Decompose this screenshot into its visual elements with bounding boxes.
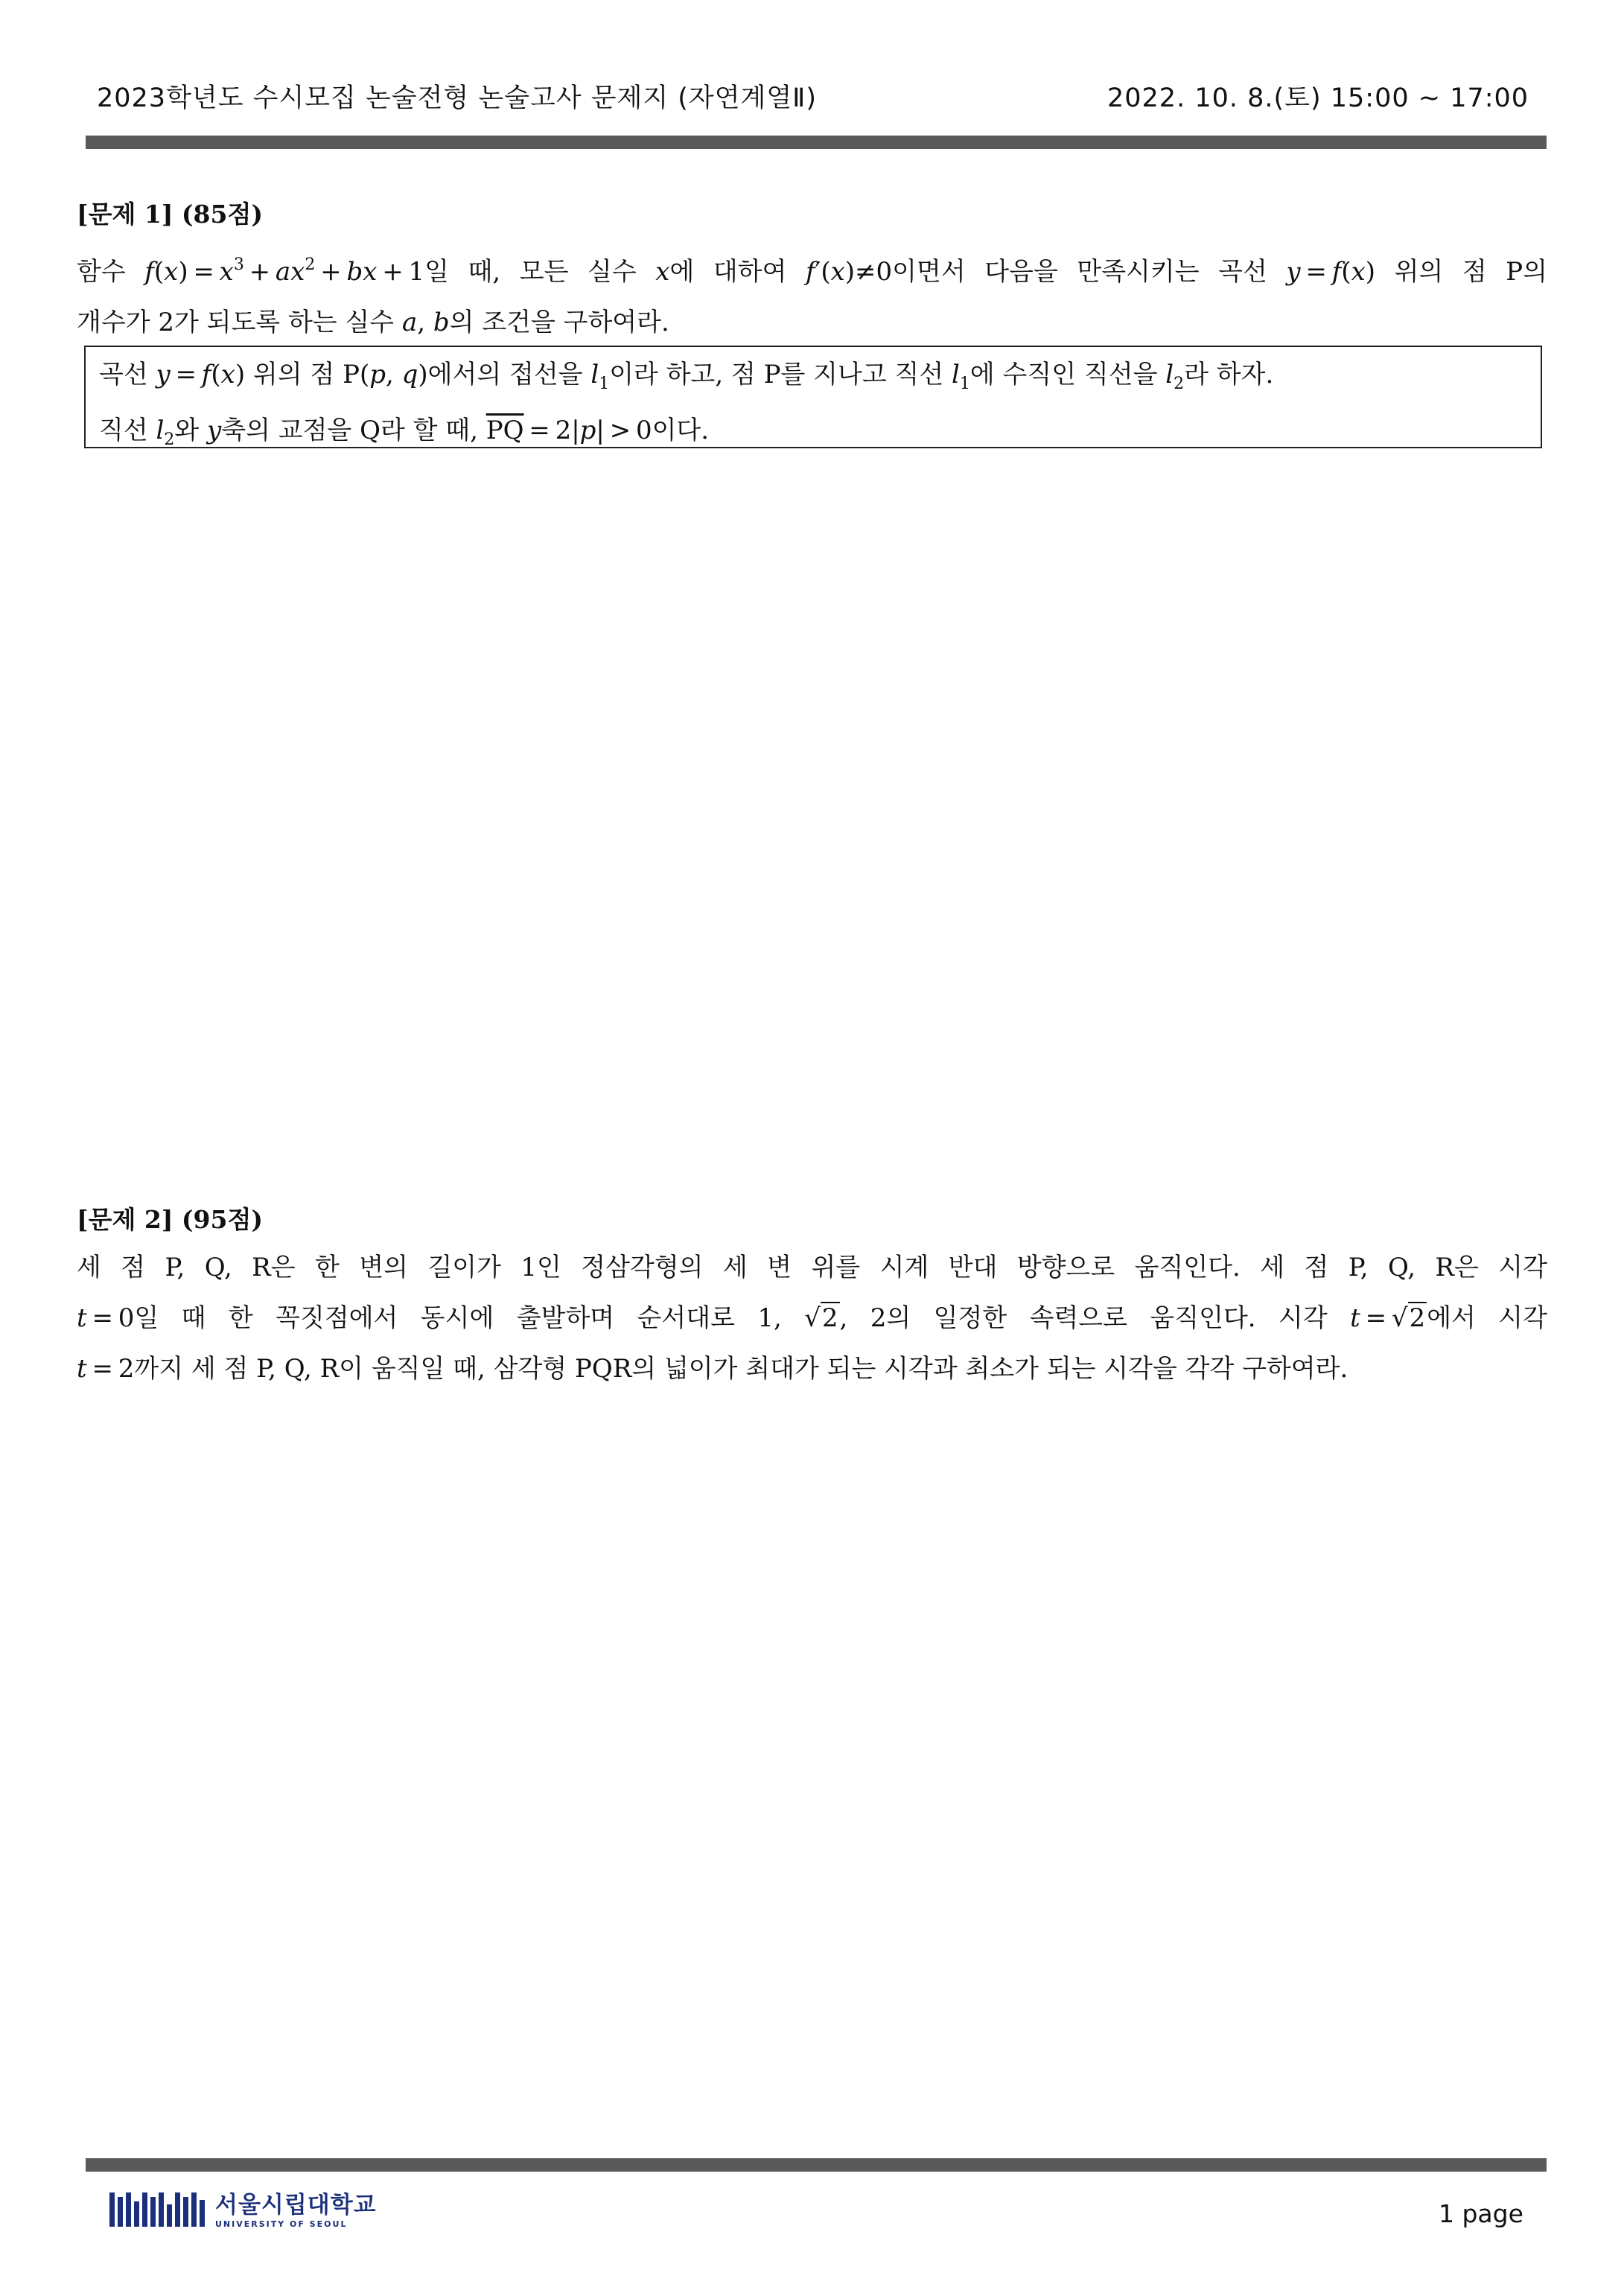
radical-sign: √ bbox=[1391, 1303, 1408, 1333]
logo-mark-icon bbox=[109, 2192, 205, 2227]
math-x: x bbox=[363, 257, 378, 287]
condition-box bbox=[84, 346, 1542, 448]
text: 라 하자. bbox=[1184, 360, 1274, 389]
math-t: t bbox=[77, 1354, 87, 1384]
text: 곡선 bbox=[99, 360, 156, 389]
problem-2-line-1: 세 점 P, Q, R은 한 변의 길이가 1인 정삼각형의 세 변 위를 시계 반대 방향으로 움직인다. 세 점 P, Q, R은 시각 bbox=[77, 1253, 1547, 1282]
text: ) 위의 점 P의 bbox=[1365, 257, 1547, 287]
radical-sign: √ bbox=[804, 1303, 821, 1333]
math-l: l bbox=[1165, 360, 1174, 389]
text: = 2까지 세 점 P, Q, R이 움직일 때, 삼각형 PQR의 넓이가 최대가 되는 시각과 최소가 되는 시각을 각각 구하여라. bbox=[86, 1354, 1348, 1384]
math-f: f bbox=[806, 257, 815, 287]
math-f: f bbox=[1331, 257, 1342, 287]
problem-1-line-2 bbox=[77, 297, 1547, 348]
math-b: b bbox=[433, 308, 450, 337]
math-x: x bbox=[219, 257, 234, 287]
condition-line-2 bbox=[99, 407, 1527, 463]
subscript: 2 bbox=[1174, 375, 1185, 393]
math-t: t bbox=[77, 1303, 87, 1333]
exam-datetime: 2022. 10. 8.(토) 15:00 ~ 17:00 bbox=[1107, 83, 1529, 113]
math-x: x bbox=[290, 257, 305, 287]
text: = bbox=[170, 360, 202, 389]
math-f: f bbox=[144, 257, 154, 287]
text: = bbox=[1300, 257, 1332, 287]
text: + 1일 때, 모든 실수 bbox=[377, 257, 656, 287]
text: | > 0이다. bbox=[596, 416, 710, 445]
footer-rule bbox=[86, 2158, 1547, 2172]
text: 의 조건을 구하여라. bbox=[449, 308, 669, 337]
text: + bbox=[315, 257, 347, 287]
text: ′( bbox=[815, 257, 831, 287]
math-f: f bbox=[201, 360, 211, 389]
text: = bbox=[1360, 1303, 1392, 1333]
math-a: a bbox=[401, 308, 418, 337]
text: 함수 bbox=[77, 257, 145, 287]
math-l: l bbox=[590, 360, 599, 389]
exponent: 2 bbox=[305, 255, 316, 274]
math-x: x bbox=[1351, 257, 1366, 287]
problem-1-line-1 bbox=[77, 240, 1547, 297]
math-x: x bbox=[830, 257, 845, 287]
radicand: 2 bbox=[821, 1303, 838, 1333]
text: 이라 하고, 점 P를 지나고 직선 bbox=[609, 360, 952, 389]
math-t: t bbox=[1350, 1303, 1360, 1333]
math-x: x bbox=[655, 257, 670, 287]
segment-pq: $\overline{PQ}$ bbox=[485, 416, 524, 445]
text: + bbox=[243, 257, 276, 287]
text: 에 수직인 직선을 bbox=[969, 360, 1166, 389]
text: , bbox=[385, 360, 402, 389]
problem-2-statement bbox=[77, 1242, 1547, 1394]
text: 개수가 2가 되도록 하는 실수 bbox=[77, 308, 402, 337]
subscript: 1 bbox=[599, 375, 610, 393]
page-number: 1 page bbox=[1439, 2199, 1523, 2228]
text: = 2| bbox=[523, 416, 580, 445]
text: , 2의 일정한 속력으로 움직인다. 시각 bbox=[839, 1303, 1351, 1333]
subscript: 1 bbox=[959, 375, 970, 393]
text: 에서 시각 bbox=[1427, 1303, 1547, 1333]
problem-2-line-2 bbox=[77, 1293, 1547, 1343]
text: ( bbox=[211, 360, 221, 389]
text: ) 위의 점 P( bbox=[235, 360, 370, 389]
text: )에서의 접선을 bbox=[418, 360, 591, 389]
math-x: x bbox=[164, 257, 179, 287]
math-y: y bbox=[207, 416, 222, 445]
text: 축의 교점을 Q라 할 때, bbox=[221, 416, 486, 445]
text: ( bbox=[153, 257, 165, 287]
sqrt-2 bbox=[1392, 1293, 1427, 1343]
math-y: y bbox=[1286, 257, 1301, 287]
text: ) = bbox=[178, 257, 220, 287]
math-b: b bbox=[346, 257, 363, 287]
math-l: l bbox=[952, 360, 960, 389]
math-p: p bbox=[579, 416, 596, 445]
logo-text bbox=[215, 2192, 377, 2229]
subscript: 2 bbox=[164, 430, 175, 449]
text: 직선 bbox=[99, 416, 156, 445]
text: )≠0이면서 다음을 만족시키는 곡선 bbox=[844, 257, 1287, 287]
condition-line-1 bbox=[99, 352, 1527, 407]
text: 와 bbox=[174, 416, 208, 445]
math-p: p bbox=[369, 360, 386, 389]
math-x: x bbox=[220, 360, 235, 389]
problem-2-heading: [문제 2] (95점) bbox=[77, 1205, 263, 1234]
logo-korean: 서울시립대학교 bbox=[215, 2192, 377, 2219]
university-logo bbox=[109, 2192, 377, 2230]
header-rule bbox=[86, 136, 1547, 149]
exponent: 3 bbox=[233, 255, 244, 274]
problem-1-statement bbox=[77, 240, 1547, 348]
text: ( bbox=[1341, 257, 1351, 287]
sqrt-2 bbox=[804, 1293, 839, 1343]
text: , bbox=[417, 308, 433, 337]
math-q: q bbox=[401, 360, 418, 389]
radicand: 2 bbox=[1409, 1303, 1426, 1333]
math-l: l bbox=[156, 416, 165, 445]
problem-2-line-3 bbox=[77, 1343, 1547, 1394]
math-a: a bbox=[275, 257, 291, 287]
logo-english: UNIVERSITY OF SEOUL bbox=[215, 2219, 348, 2229]
problem-1-heading: [문제 1] (85점) bbox=[77, 200, 263, 229]
text: = 0일 때 한 꼭짓점에서 동시에 출발하며 순서대로 1, bbox=[86, 1303, 805, 1333]
exam-title: 2023학년도 수시모집 논술전형 논술고사 문제지 (자연계열Ⅱ) bbox=[97, 83, 818, 113]
text: 에 대하여 bbox=[669, 257, 806, 287]
math-y: y bbox=[156, 360, 171, 389]
